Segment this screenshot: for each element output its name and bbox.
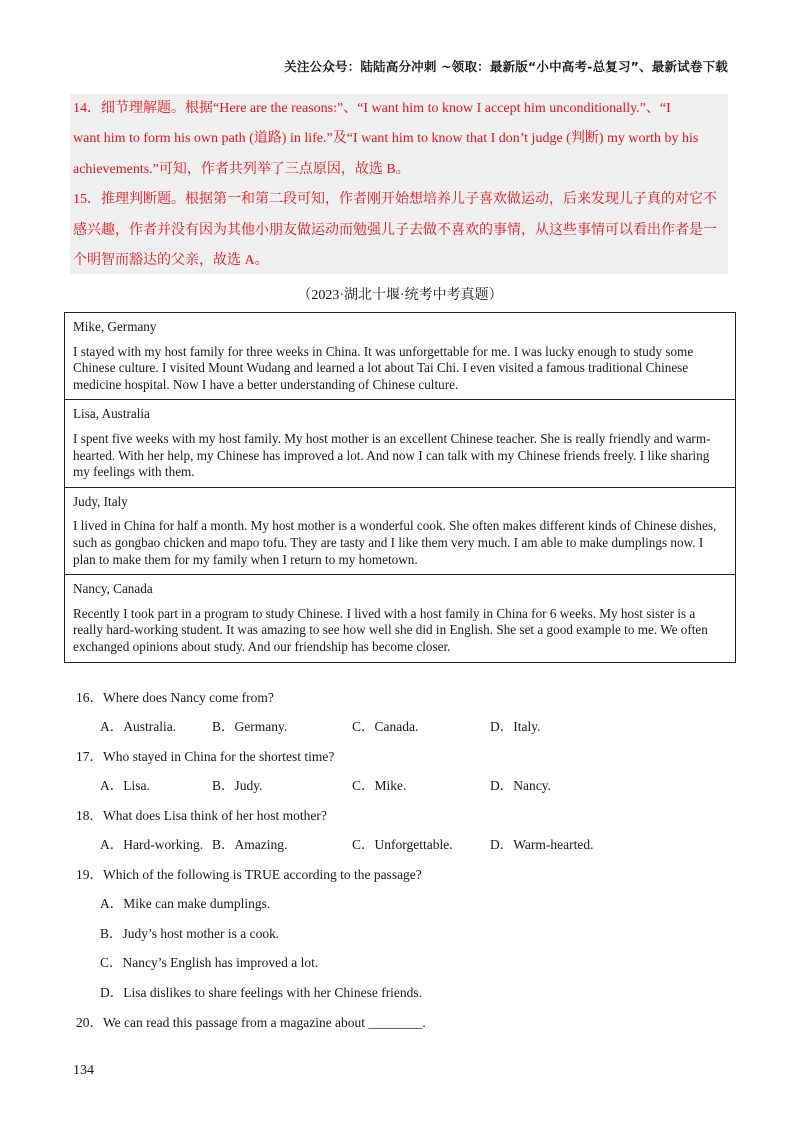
q16-option-c: C．Canada. [352,719,419,734]
q18-option-d: D．Warm-hearted. [490,837,594,852]
answer-14-line-2: want him to form his own path (道路) in life.”及“I want him to know that I don’t judge (判断) my worth by his [73,131,699,147]
q17-option-b: B．Judy. [212,778,263,793]
q16-option-d: D．Italy. [490,719,541,734]
q17-option-c: C．Mike. [352,778,407,793]
entry-author: Mike, Germany [73,319,157,334]
passage-entry-mike [65,313,735,400]
q16-option-b: B．Germany. [212,719,288,734]
entry-author: Judy, Italy [73,493,128,509]
q18-option-b: B．Amazing. [212,837,288,852]
entry-author: Nancy, Canada [73,581,153,597]
page-number: 134 [73,1063,94,1078]
answer-14-line-1: 14．细节理解题。根据“Here are the reasons:”、“I want him to know I accept him unconditionally.”、“I [73,101,671,116]
answer-15-line-1: 15．推理判断题。根据第一和第二段可知，作者刚开始想培养儿子喜欢做运动，后来发现儿子真的对它不 [73,192,717,208]
exam-source: （2023·湖北十堰·统考中考真题） [297,288,503,303]
entry-text: I lived in China for half a month. My host mother is a wonderful cook. She often makes different kinds of Chinese dishes, such as gongbao chicken and mapo tofu. They are tasty and I like them very much. I am able to make dumplings now. I plan to make them for my family when I return to my hometown. [73,518,717,567]
passage-table [64,312,736,663]
q17-option-d: D．Nancy. [490,778,551,793]
question-20-stem: 20．We can read this passage from a magazine about ________. [76,1015,426,1030]
q18-option-a: A．Hard-working. [100,837,204,852]
passage-entry-nancy [65,575,735,661]
question-19-stem: 19．Which of the following is TRUE according to the passage? [76,867,422,882]
question-18-stem: 18．What does Lisa think of her host mother? [76,808,327,823]
entry-author: Lisa, Australia [73,406,150,422]
answer-explanations [70,94,728,274]
answer-14-line-3: achievements.”可知，作者共列举了三点原因，故选 B。 [73,161,410,177]
q19-option-a: A．Mike can make dumplings. [100,896,271,911]
question-16-stem: 16．Where does Nancy come from? [76,690,274,705]
q18-option-c: C．Unforgettable. [352,837,453,852]
q16-option-a: A．Australia. [100,719,177,734]
entry-text: I spent five weeks with my host family. My host mother is an excellent Chinese teacher. She is really friendly and warm-hearted. With her help, my Chinese has improved a lot. And now I can talk with my Chinese friends freely. I like sharing my feelings with them. [73,430,711,480]
answer-15-line-3: 个明智而豁达的父亲，故选 A。 [73,253,269,269]
passage-entry-judy [65,488,735,575]
answer-15-line-2: 感兴趣，作者并没有因为其他小朋友做运动而勉强儿子去做不喜欢的事情，从这些事情可以看出作者是一 [73,222,717,238]
passage-entry-lisa [65,400,735,487]
page-header: 关注公众号：陆陆高分冲刺 ~领取：最新版“小中高考-总复习”、最新试卷下载 [284,59,728,74]
entry-text: Recently I took part in a program to study Chinese. I lived with a host family in China for 6 weeks. My host sister is a really hard-working student. It was amazing to see how well she did in English. She set a good example to me. We often exchanged opinions about study. And our friendship has become closer. [73,605,708,654]
q19-option-b: B．Judy’s host mother is a cook. [100,926,280,941]
q19-option-c: C．Nancy’s English has improved a lot. [100,955,319,970]
question-17-stem: 17．Who stayed in China for the shortest time? [76,749,335,764]
entry-text: I stayed with my host family for three weeks in China. It was unforgettable for me. I was lucky enough to study some Chinese culture. I visited Mount Wudang and learned a lot about Tai Chi. I even visited a famous traditional Chinese medicine hospital. Now I have a better understanding of Chinese culture. [73,343,694,392]
q19-option-d: D．Lisa dislikes to share feelings with her Chinese friends. [100,985,423,1000]
q17-option-a: A．Lisa. [100,778,150,793]
